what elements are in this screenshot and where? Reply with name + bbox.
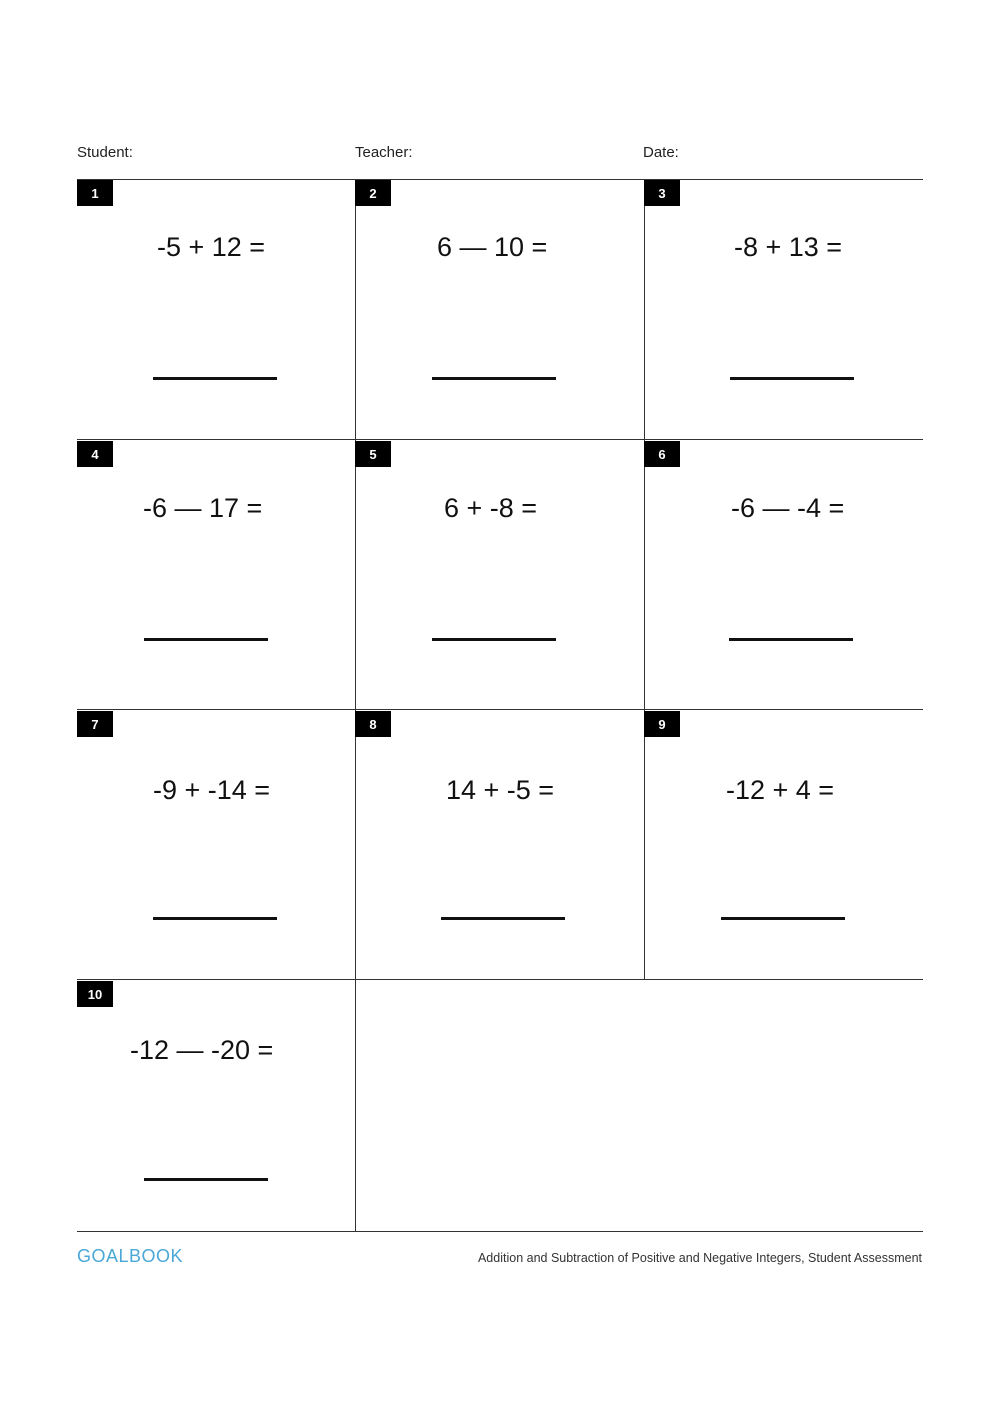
problem-expression: 14 + -5 = bbox=[446, 775, 555, 805]
answer-line[interactable] bbox=[144, 638, 268, 641]
problem-cell bbox=[77, 981, 355, 1231]
problem-expression: 6 — 10 = bbox=[437, 232, 548, 262]
problem-cell bbox=[644, 180, 923, 439]
goalbook-logo: GOALBOOK bbox=[77, 1246, 184, 1266]
date-label: Date: bbox=[643, 144, 679, 161]
problem-number-badge: 6 bbox=[644, 441, 680, 467]
problem-expression: -12 + 4 = bbox=[726, 775, 835, 805]
problem-number-badge: 3 bbox=[644, 180, 680, 206]
answer-line[interactable] bbox=[730, 377, 854, 380]
grid-line-row2 bbox=[77, 439, 923, 440]
answer-line[interactable] bbox=[432, 638, 556, 641]
problem-cell bbox=[644, 711, 923, 979]
problem-expression: -6 — 17 = bbox=[143, 493, 263, 523]
problem-number-badge: 2 bbox=[355, 180, 391, 206]
answer-line[interactable] bbox=[729, 638, 853, 641]
problem-number-badge: 7 bbox=[77, 711, 113, 737]
problem-number-badge: 9 bbox=[644, 711, 680, 737]
problem-cell bbox=[355, 711, 644, 979]
problem-expression: -8 + 13 = bbox=[734, 232, 843, 262]
problem-cell bbox=[644, 441, 923, 709]
answer-line[interactable] bbox=[153, 377, 277, 380]
problem-number-badge: 5 bbox=[355, 441, 391, 467]
answer-line[interactable] bbox=[721, 917, 845, 920]
answer-line[interactable] bbox=[432, 377, 556, 380]
assessment-title: Addition and Subtraction of Positive and Negative Integers, Student Assessment bbox=[477, 1251, 922, 1265]
problem-cell bbox=[355, 180, 644, 439]
problem-cell bbox=[77, 441, 355, 709]
problem-number-badge: 10 bbox=[77, 981, 113, 1007]
problem-number-badge: 1 bbox=[77, 180, 113, 206]
problem-expression: -6 — -4 = bbox=[731, 493, 845, 523]
problem-number-badge: 8 bbox=[355, 711, 391, 737]
problem-expression: -9 + -14 = bbox=[153, 775, 271, 805]
problem-cell bbox=[77, 180, 355, 439]
student-label: Student: bbox=[77, 144, 133, 161]
answer-line[interactable] bbox=[441, 917, 565, 920]
problem-expression: 6 + -8 = bbox=[444, 493, 538, 523]
problem-number-badge: 4 bbox=[77, 441, 113, 467]
grid-line-row3 bbox=[77, 709, 923, 710]
problem-cell bbox=[355, 441, 644, 709]
grid-line-bottom bbox=[77, 1231, 923, 1232]
problem-expression: -12 — -20 = bbox=[130, 1035, 274, 1065]
answer-line[interactable] bbox=[144, 1178, 268, 1181]
problem-expression: -5 + 12 = bbox=[157, 232, 266, 262]
problem-cell bbox=[77, 711, 355, 979]
answer-line[interactable] bbox=[153, 917, 277, 920]
grid-line-row4 bbox=[77, 979, 923, 980]
teacher-label: Teacher: bbox=[355, 144, 413, 161]
